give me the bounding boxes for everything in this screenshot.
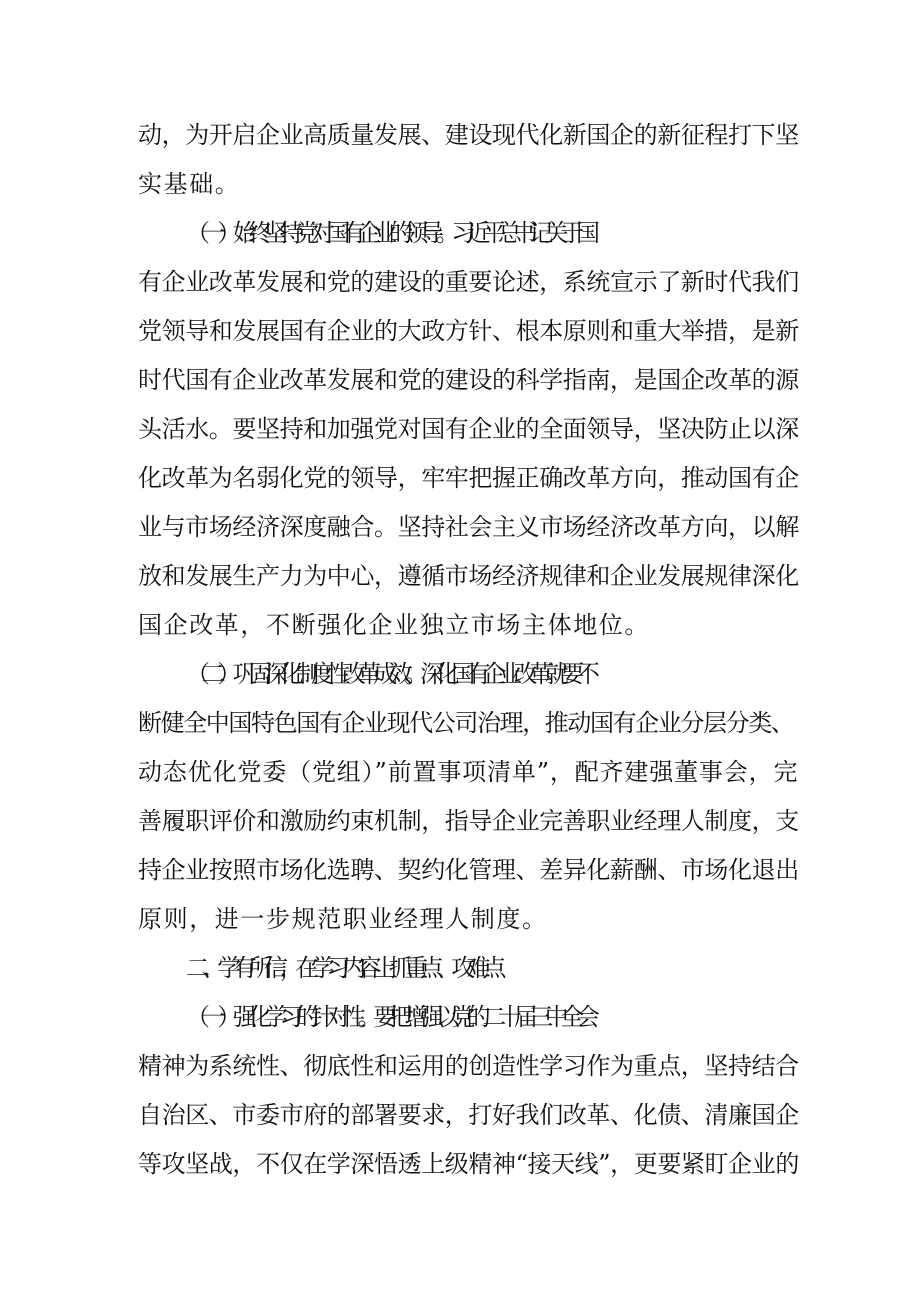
text-line: 自治区、市委市府的部署要求，打好我们改革、化债、清廉国企 bbox=[138, 1101, 799, 1129]
text-line: 国企改革，不断强化企业独立市场主体地位。 bbox=[138, 611, 650, 639]
text-line: 动，为开启企业高质量发展、建设现代化新国企的新征程打下坚 bbox=[138, 121, 799, 149]
text-line: 善履职评价和激励约束机制，指导企业完善职业经理人制度，支 bbox=[138, 807, 799, 835]
section-heading-2: 二、学有所信，在学习内容上抓重点、攻难点 bbox=[186, 954, 498, 982]
text-line: 业与市场经济深度融合。坚持社会主义市场经济改革方向，以解 bbox=[138, 513, 799, 541]
paragraph-heading-1-2: （二）巩固深化制度性改革成效。深化国有企业改革就要不 bbox=[186, 660, 592, 688]
text-line: 动态优化党委（党组）”前置事项清单”，配齐建强董事会，完 bbox=[138, 758, 799, 786]
text-line: 断健全中国特色国有企业现代公司治理，推动国有企业分层分类、 bbox=[138, 709, 794, 737]
text-line: 党领导和发展国有企业的大政方针、根本原则和重大举措，是新 bbox=[138, 317, 799, 345]
paragraph-heading-2-1: （一）强化学习的针对性。要把增强以党的二十届三中全会 bbox=[186, 1003, 592, 1031]
text-line: 原则，进一步规范职业经理人制度。 bbox=[138, 905, 548, 933]
text-line: 化改革为名弱化党的领导，牢牢把握正确改革方向，推动国有企 bbox=[138, 464, 799, 492]
text-line: 有企业改革发展和党的建设的重要论述，系统宣示了新时代我们 bbox=[138, 268, 799, 296]
text-line: 实基础。 bbox=[138, 170, 241, 198]
text-line: 放和发展生产力为中心，遵循市场经济规律和企业发展规律深化 bbox=[138, 562, 799, 590]
text-line: 头活水。要坚持和加强党对国有企业的全面领导，坚决防止以深 bbox=[138, 415, 799, 443]
text-line: 等攻坚战，不仅在学深悟透上级精神“接天线”，更要紧盯企业的 bbox=[138, 1150, 799, 1178]
text-line: 持企业按照市场化选聘、契约化管理、差异化薪酬、市场化退出 bbox=[138, 856, 799, 884]
text-line: 时代国有企业改革发展和党的建设的科学指南，是国企改革的源 bbox=[138, 366, 799, 394]
paragraph-heading-1-1: （一）始终坚持党对国有企业的领导。习近平总书记关于国 bbox=[186, 219, 592, 247]
text-line: 精神为系统性、彻底性和运用的创造性学习作为重点，坚持结合 bbox=[138, 1052, 799, 1080]
